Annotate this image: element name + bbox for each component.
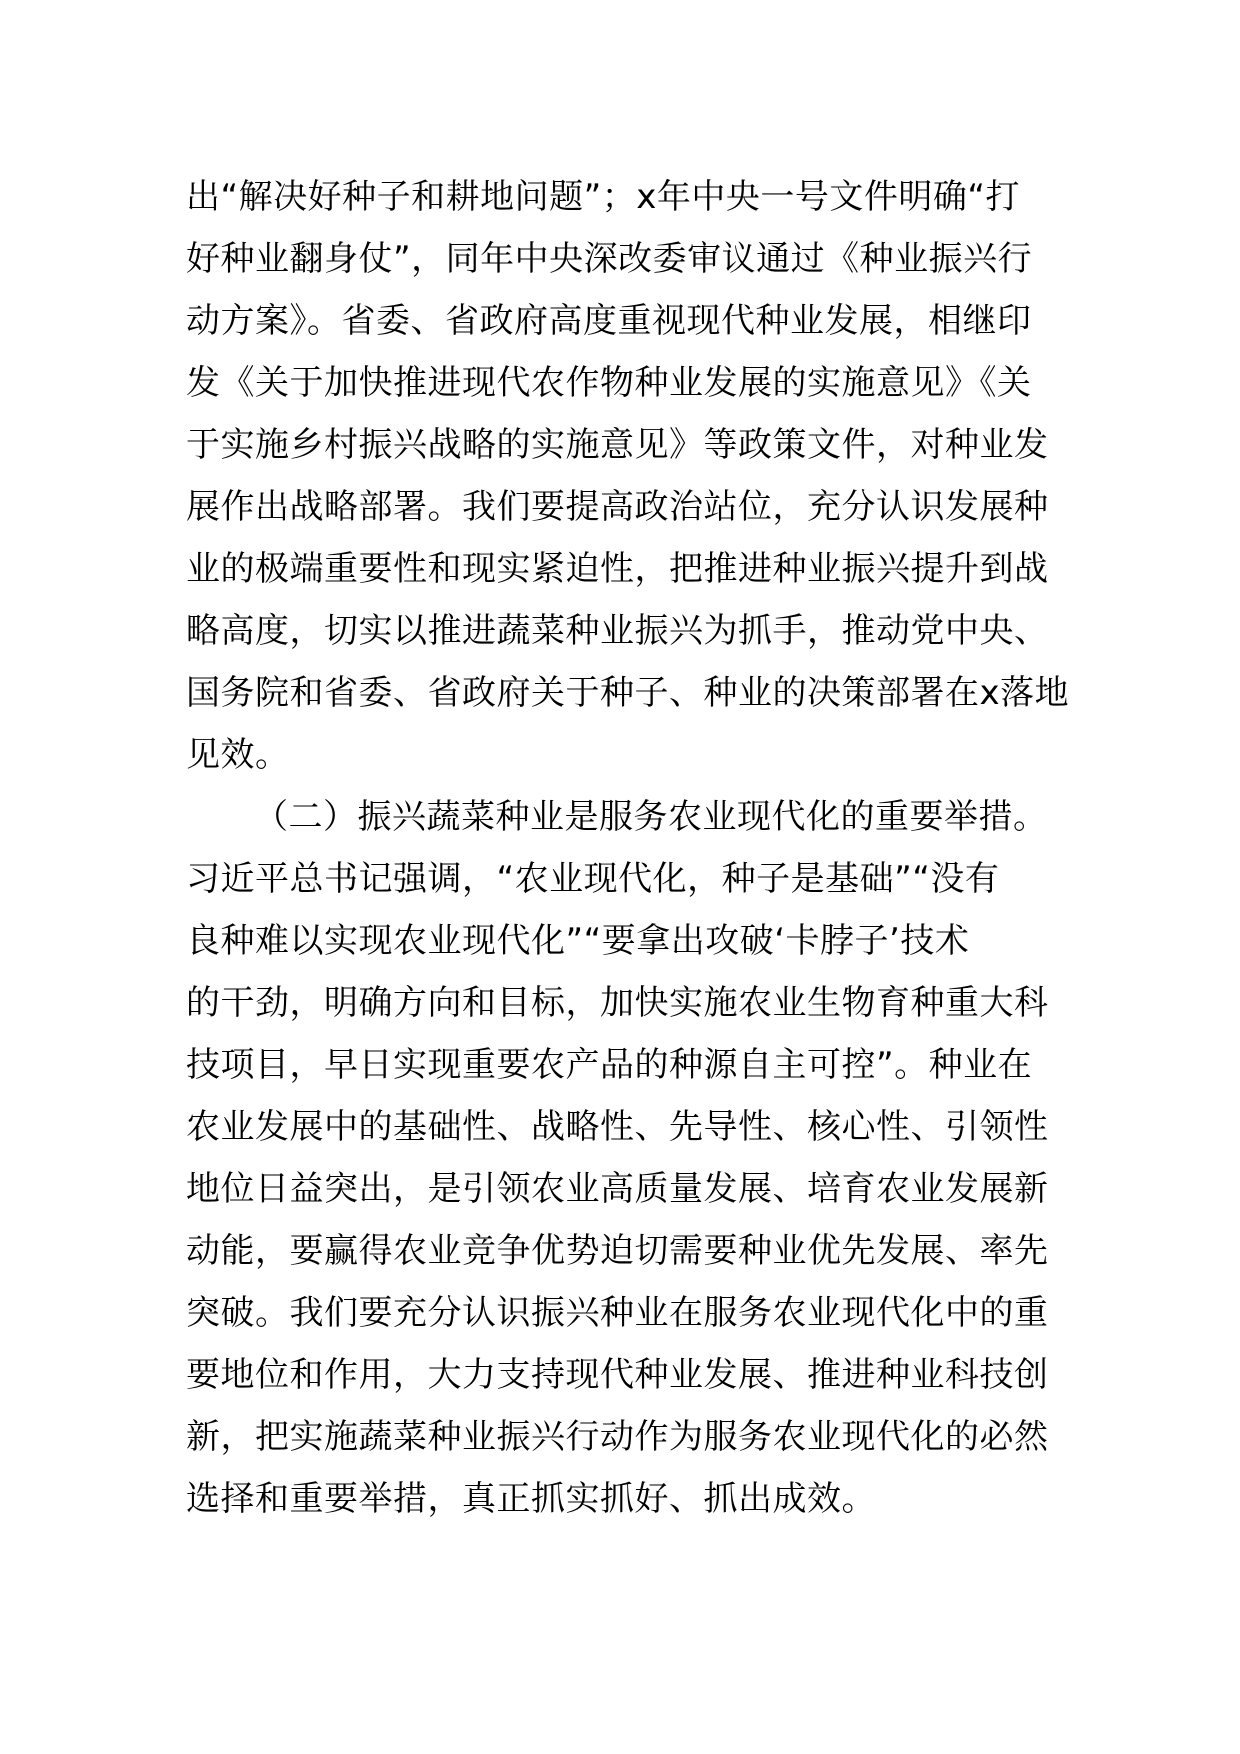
text-line: 业的极端重要性和现实紧迫性，把推进种业振兴提升到战 <box>186 549 1049 589</box>
text-line: 发《关于加快推进现代农作物种业发展的实施意见》《关 <box>186 363 1032 403</box>
text-line: 农业发展中的基础性、战略性、先导性、核心性、引领性 <box>186 1107 1049 1147</box>
text-line: 见效。 <box>186 735 290 775</box>
text-line: 出“解决好种子和耕地问题”；x年中央一号文件明确“打 <box>186 177 1020 217</box>
text-line: 国务院和省委、省政府关于种子、种业的决策部署在x落地 <box>186 673 1070 713</box>
text-line: 略高度，切实以推进蔬菜种业振兴为抓手，推动党中央、 <box>186 611 1049 651</box>
text-line: 展作出战略部署。我们要提高政治站位，充分认识发展种 <box>186 487 1049 527</box>
text-line: 习近平总书记强调，“农业现代化，种子是基础”“没有 <box>186 859 1000 899</box>
text-line: 的干劲，明确方向和目标，加快实施农业生物育种重大科 <box>186 983 1049 1023</box>
text-line: 于实施乡村振兴战略的实施意见》等政策文件，对种业发 <box>186 425 1049 465</box>
text-line: 选择和重要举措，真正抓实抓好、抓出成效。 <box>186 1479 876 1519</box>
text-line: 动能，要赢得农业竞争优势迫切需要种业优先发展、率先 <box>186 1231 1049 1271</box>
text-line: 突破。我们要充分认识振兴种业在服务农业现代化中的重 <box>186 1293 1049 1333</box>
text-line: 良种难以实现农业现代化”“要拿出攻破‘卡脖子’技术 <box>186 921 970 961</box>
text-line: 好种业翻身仗”，同年中央深改委审议通过《种业振兴行 <box>186 239 1033 279</box>
text-line: 技项目，早日实现重要农产品的种源自主可控”。种业在 <box>186 1045 1033 1085</box>
section-heading: （二）振兴蔬菜种业是服务农业现代化的重要举措。 <box>254 797 1048 837</box>
text-line: 要地位和作用，大力支持现代种业发展、推进种业科技创 <box>186 1355 1049 1395</box>
text-line: 新，把实施蔬菜种业振兴行动作为服务农业现代化的必然 <box>186 1417 1049 1457</box>
text-line: 地位日益突出，是引领农业高质量发展、培育农业发展新 <box>186 1169 1049 1209</box>
text-line: 动方案》。省委、省政府高度重视现代种业发展，相继印 <box>186 301 1032 341</box>
